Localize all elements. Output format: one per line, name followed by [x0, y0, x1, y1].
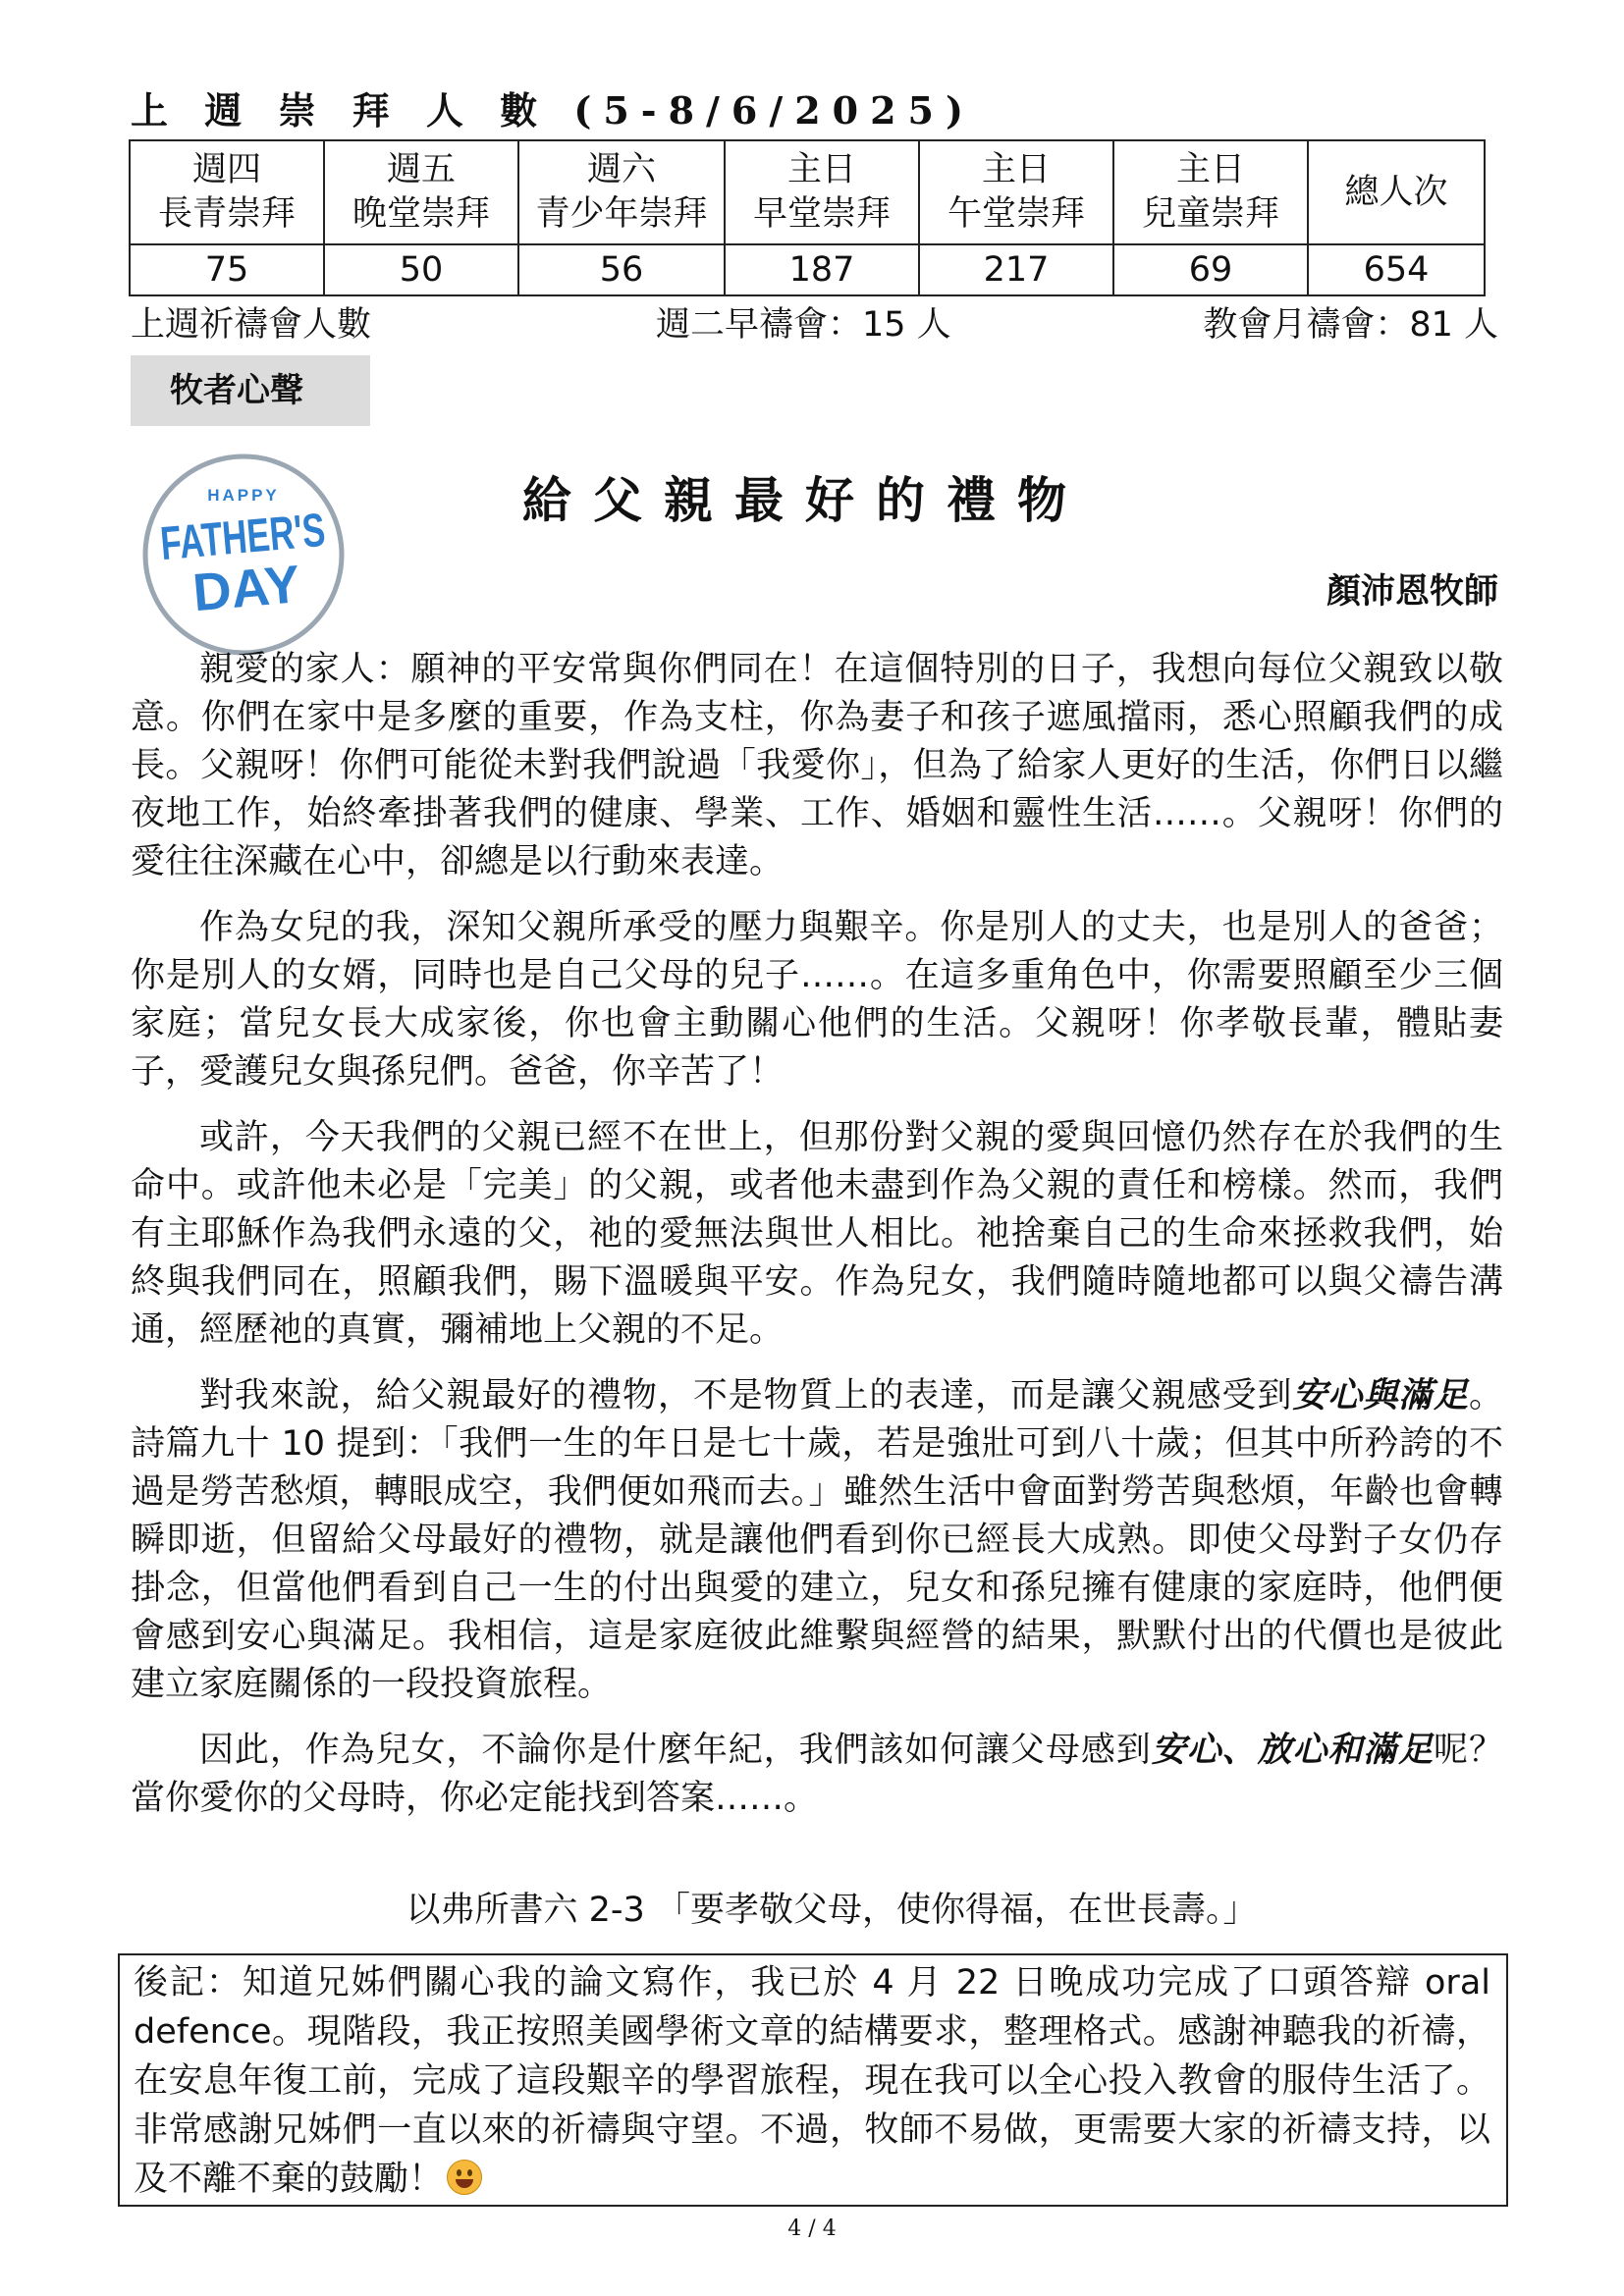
column-header: 主日 早堂崇拜 [725, 140, 919, 244]
table-cell: 217 [919, 244, 1113, 295]
author-name: 顏沛恩牧師 [1326, 572, 1498, 612]
paragraph: 因此，作為兒女，不論你是什麼年紀，我們該如何讓父母感到安心、放心和滿足呢？當你愛你的父母時，你必定能找到答案……。 [131, 1731, 1503, 1818]
bible-verse: 以弗所書六 2-3 「要孝敬父母，使你得福，在世長壽。」 [406, 1891, 1258, 1930]
paragraph: 作為女兒的我，深知父親所承受的壓力與艱辛。你是別人的丈夫，也是別人的爸爸；你是別人的女婿，同時也是自己父母的兒子……。在這多重角色中，你需要照顧至少三個家庭；當兒女長大成家後，你也會主動關心他們的生活。父親呀！你孝敬長輩，體貼妻子，愛護兒女與孫兒們。爸爸，你辛苦了！ [131, 908, 1503, 1092]
article-body [131, 646, 1503, 1841]
logo-fathers: FATHER'S [158, 499, 347, 571]
emphasis-text: 安心與滿足 [1292, 1376, 1469, 1415]
monthly-prayer-count: 教會月禱會：81 人 [1203, 305, 1498, 345]
column-header: 主日 午堂崇拜 [919, 140, 1113, 244]
prayer-meeting-label: 上週祈禱會人數 [131, 305, 372, 345]
column-header: 週五 晚堂崇拜 [324, 140, 518, 244]
attendance-title: 上 週 崇 拜 人 數 (5-8/6/2025) [131, 88, 975, 133]
emphasis-text: 安心、放心和滿足 [1151, 1731, 1435, 1770]
table-cell-total: 654 [1308, 244, 1485, 295]
section-label: 牧者心聲 [131, 355, 370, 426]
column-header: 週四 長青崇拜 [130, 140, 324, 244]
paragraph: 對我來說，給父親最好的禮物，不是物質上的表達，而是讓父親感受到安心與滿足。詩篇九十 10 提到：「我們一生的年日是七十歲，若是強壯可到八十歲；但其中所矜誇的不過是勞苦愁煩，轉眼成空，我們便如飛而去。」雖然生活中會面對勞苦與愁煩，年齡也會轉瞬即逝，但留給父母最好的禮物，就是讓他們看到你已經長大成熟。即使父母對子女仍存掛念，但當他們看到自己一生的付出與愛的建立，兒女和孫兒擁有健康的家庭時，他們便會感到安心與滿足。我相信，這是家庭彼此維繫與經營的結果，默默付出的代價也是彼此建立家庭關係的一段投資旅程。 [131, 1376, 1503, 1704]
tuesday-prayer-count: 週二早禱會：15 人 [656, 305, 951, 345]
paragraph: 親愛的家人：願神的平安常與你們同在！在這個特別的日子，我想向每位父親致以敬意。你們在家中是多麼的重要，作為支柱，你為妻子和孩子遮風擋雨，悉心照顧我們的成長。父親呀！你們可能從未對我們說過「我愛你」，但為了給家人更好的生活，你們日以繼夜地工作，始終牽掛著我們的健康、學業、工作、婚姻和靈性生活……。父親呀！你們的愛往往深藏在心中，卻總是以行動來表達。 [131, 650, 1503, 881]
table-cell: 75 [130, 244, 324, 295]
table-cell: 69 [1113, 244, 1308, 295]
page-number: 4 / 4 [787, 2216, 837, 2241]
table-cell: 50 [324, 244, 518, 295]
postscript-text: 後記：知道兄姊們關心我的論文寫作，我已於 4 月 22 日晚成功完成了口頭答辯 oral defence。現階段，我正按照美國學術文章的結構要求，整理格式。感謝神聽我的祈禱，在安息年復工前，完成了這段艱辛的學習旅程，現在我可以全心投入教會的服侍生活了。非常感謝兄姊們一直以來的祈禱與守望。不過，牧師不易做，更需要大家的祈禱支持，以及不離不棄的鼓勵！ [134, 1963, 1490, 2199]
laughing-face-icon [447, 2160, 482, 2195]
total-header: 總人次 [1308, 140, 1485, 244]
column-header: 週六 青少年崇拜 [518, 140, 725, 244]
table-cell: 187 [725, 244, 919, 295]
article-title: 給父親最好的禮物 [522, 471, 1088, 529]
logo-happy: HAPPY [207, 486, 280, 505]
paragraph: 或許，今天我們的父親已經不在世上，但那份對父親的愛與回憶仍然存在於我們的生命中。或許他未必是「完美」的父親，或者他未盡到作為父親的責任和榜樣。然而，我們有主耶穌作為我們永遠的父，祂的愛無法與世人相比。祂捨棄自己的生命來拯救我們，始終與我們同在，照顧我們，賜下溫暖與平安。作為兒女，我們隨時隨地都可以與父禱告溝通，經歷祂的真實，彌補地上父親的不足。 [131, 1118, 1503, 1350]
column-header: 主日 兒童崇拜 [1113, 140, 1308, 244]
logo-day: DAY [190, 555, 302, 623]
attendance-table [129, 139, 1486, 296]
table-cell: 56 [518, 244, 725, 295]
fathers-day-logo [140, 452, 347, 658]
postscript-box [118, 1953, 1508, 2207]
